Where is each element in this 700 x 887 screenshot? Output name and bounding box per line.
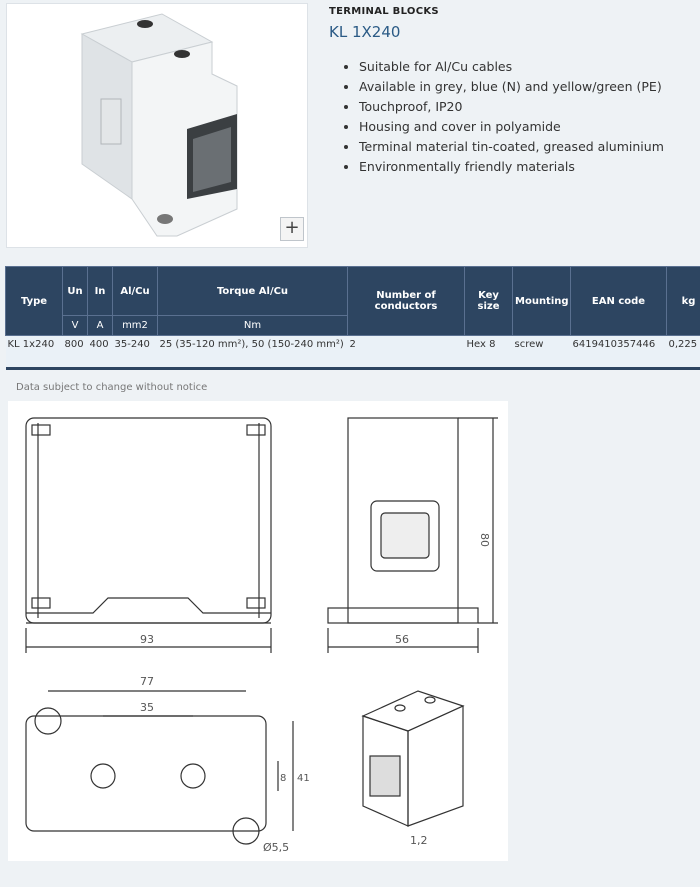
unit-torque: Nm <box>158 316 348 336</box>
unit-in: A <box>88 316 113 336</box>
col-header-in: In <box>88 267 113 316</box>
front-view <box>18 413 288 658</box>
cell-alcu: 35-240 <box>113 336 158 369</box>
zoom-button[interactable]: + <box>280 217 304 241</box>
feature-item: • Environmentally friendly materials <box>359 157 664 177</box>
top-view <box>18 671 318 856</box>
col-header-type: Type <box>6 267 63 336</box>
dim-side-height: 80 <box>478 533 491 547</box>
col-header-un: Un <box>63 267 88 316</box>
col-header-conductors: Number of conductors <box>348 267 465 336</box>
col-header-torque: Torque Al/Cu <box>158 267 348 316</box>
feature-item: • Suitable for Al/Cu cables <box>359 57 664 77</box>
feature-item: • Housing and cover in polyamide <box>359 117 664 137</box>
cell-type: KL 1x240 <box>6 336 63 369</box>
cell-un: 800 <box>63 336 88 369</box>
feature-list <box>341 57 664 177</box>
technical-drawing <box>8 401 508 861</box>
feature-item: • Available in grey, blue (N) and yellow/green (PE) <box>359 77 664 97</box>
col-header-alcu: Al/Cu <box>113 267 158 316</box>
disclaimer-note: Data subject to change without notice <box>16 382 208 393</box>
dim-side-depth: 56 <box>395 633 409 646</box>
dim-hole: Ø5,5 <box>263 841 290 854</box>
cell-mounting: screw <box>513 336 571 369</box>
col-header-kg: kg <box>667 267 700 336</box>
dim-top-35: 35 <box>140 701 154 714</box>
unit-alcu: mm2 <box>113 316 158 336</box>
dim-front-width: 93 <box>140 633 154 646</box>
side-view <box>323 413 508 658</box>
category-label: TERMINAL BLOCKS <box>329 6 439 17</box>
feature-item: • Touchproof, IP20 <box>359 97 664 117</box>
spec-table-container <box>5 266 700 376</box>
product-photo[interactable] <box>6 3 308 248</box>
col-header-ean: EAN code <box>571 267 667 336</box>
dim-top-41: 41 <box>297 773 310 784</box>
cell-key-size: Hex 8 <box>465 336 513 369</box>
terminal-block-image <box>7 4 307 247</box>
cell-kg: 0,225 <box>667 336 700 369</box>
cell-torque: 25 (35-120 mm²), 50 (150-240 mm²) <box>158 336 348 369</box>
col-header-mounting: Mounting <box>513 267 571 336</box>
spec-table <box>5 266 700 370</box>
product-title: KL 1X240 <box>329 23 401 41</box>
cell-ean: 6419410357446 <box>571 336 667 369</box>
unit-un: V <box>63 316 88 336</box>
col-header-key-size: Key size <box>465 267 513 336</box>
cell-conductors: 2 <box>348 336 465 369</box>
isometric-view <box>348 686 478 851</box>
table-row <box>6 336 700 369</box>
feature-item: • Terminal material tin-coated, greased aluminium <box>359 137 664 157</box>
dim-top-77: 77 <box>140 675 154 688</box>
cell-in: 400 <box>88 336 113 369</box>
dim-top-8: 8 <box>280 773 287 784</box>
dim-iso: 1,2 <box>410 834 428 847</box>
